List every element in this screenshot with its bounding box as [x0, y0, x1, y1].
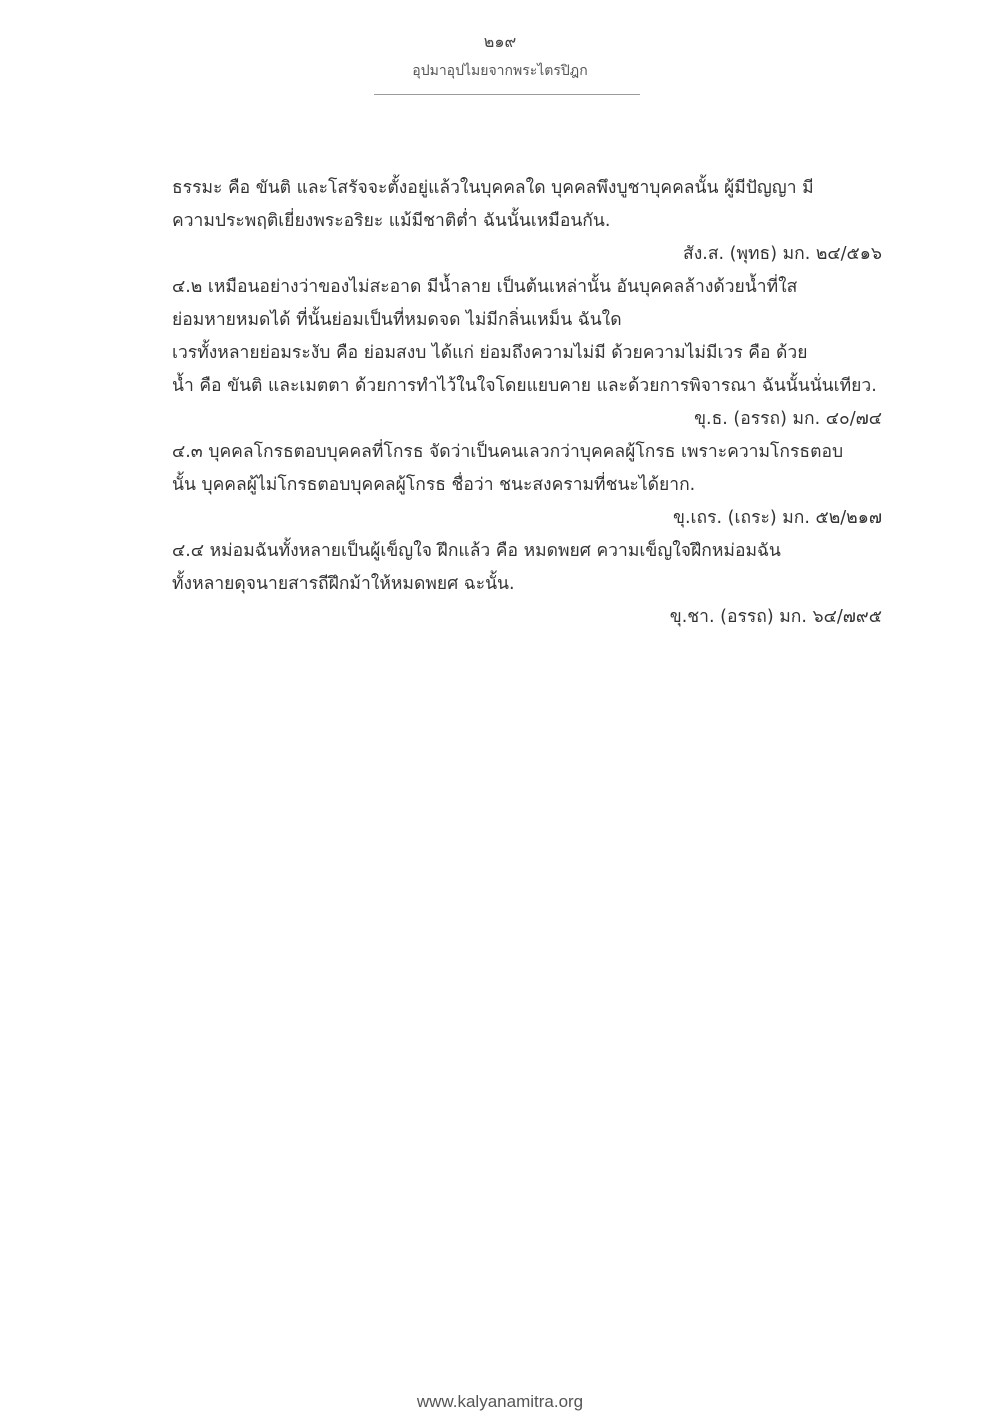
text-line: น้ำ คือ ขันติ และเมตตา ด้วยการทำไว้ในใจโดยแยบคาย และด้วยการพิจารณา ฉันนั้นนั่นเทียว.	[172, 376, 877, 396]
text-line: ๔.๓ บุคคลโกรธตอบบุคคลที่โกรธ จัดว่าเป็นคนเลวกว่าบุคคลผู้โกรธ เพราะความโกรธตอบ	[172, 442, 844, 462]
text-line: เวรทั้งหลายย่อมระงับ คือ ย่อมสงบ ได้แก่ ย่อมถึงความไม่มี ด้วยความไม่มีเวร คือ ด้วย	[172, 343, 808, 363]
page-body	[118, 172, 882, 634]
paragraph	[118, 337, 882, 403]
text-line: ย่อมหายหมดได้ ที่นั้นย่อมเป็นที่หมดจด ไม่มีกลิ่นเหม็น ฉันใด	[172, 310, 622, 330]
text-line: ๔.๒ เหมือนอย่างว่าของไม่สะอาด มีน้ำลาย เป็นต้นเหล่านั้น อันบุคคลล้างด้วยน้ำที่ใส	[172, 277, 798, 297]
text-line: ทั้งหลายดุจนายสารถีฝึกม้าให้หมดพยศ ฉะนั้น.	[172, 574, 515, 594]
citation: ขุ.เถร. (เถระ) มก. ๕๒/๒๑๗	[673, 508, 882, 528]
footer-website: www.kalyanamitra.org	[416, 1392, 584, 1411]
paragraph	[118, 271, 882, 337]
citation: ขุ.ชา. (อรรถ) มก. ๖๔/๗๙๕	[669, 607, 882, 627]
page-number: ๒๑๙	[483, 32, 517, 51]
text-line: ความประพฤติเยี่ยงพระอริยะ แม้มีชาติต่ำ ฉันนั้นเหมือนกัน.	[172, 211, 611, 231]
paragraph	[118, 172, 882, 238]
paragraph	[118, 535, 882, 601]
book-title: อุปมาอุปไมยจากพระไตรปิฎก	[412, 63, 588, 79]
text-line: นั้น บุคคลผู้ไม่โกรธตอบบุคคลผู้โกรธ ชื่อว่า ชนะสงครามที่ชนะได้ยาก.	[172, 475, 696, 495]
citation: ขุ.ธ. (อรรถ) มก. ๔๐/๗๔	[694, 409, 882, 429]
paragraph	[118, 436, 882, 502]
citation: สัง.ส. (พุทธ) มก. ๒๔/๕๑๖	[683, 244, 882, 264]
text-line: ธรรมะ คือ ขันติ และโสรัจจะตั้งอยู่แล้วในบุคคลใด บุคคลพึงบูชาบุคคลนั้น ผู้มีปัญญา มี	[172, 178, 814, 198]
page-header	[0, 30, 1000, 82]
text-line: ๔.๔ หม่อมฉันทั้งหลายเป็นผู้เข็ญใจ ฝึกแล้ว คือ หมดพยศ ความเข็ญใจฝึกหม่อมฉัน	[172, 541, 781, 561]
header-divider	[374, 94, 640, 95]
